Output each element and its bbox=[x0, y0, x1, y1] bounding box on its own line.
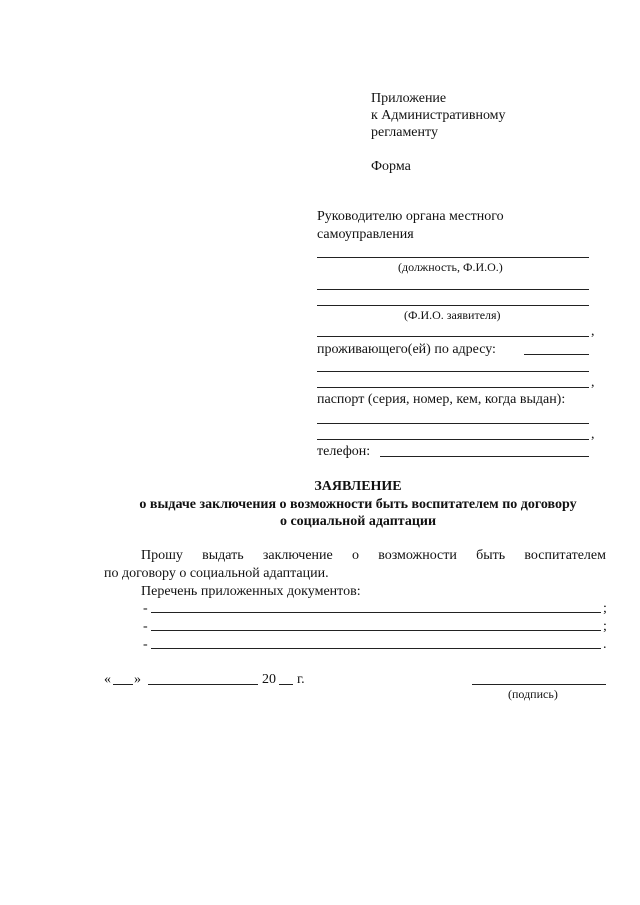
request-word: быть bbox=[476, 548, 506, 563]
signature-caption: (подпись) bbox=[508, 687, 558, 701]
date-month-blank[interactable] bbox=[148, 684, 258, 685]
request-word: возможности bbox=[378, 548, 457, 563]
phone-blank[interactable] bbox=[380, 456, 589, 457]
position-caption: (должность, Ф.И.О.) bbox=[398, 260, 503, 274]
attachment-semicolon-2: ; bbox=[603, 619, 607, 634]
request-line-2: по договору о социальной адаптации. bbox=[104, 566, 329, 581]
request-line-1 bbox=[141, 547, 606, 564]
passport-comma: , bbox=[591, 427, 595, 442]
request-word: Прошу bbox=[141, 548, 183, 563]
passport-blank-1[interactable] bbox=[317, 423, 589, 424]
applicant-blank-1[interactable] bbox=[317, 289, 589, 290]
appendix-line-2: к Административному bbox=[371, 108, 506, 123]
residence-blank-inline[interactable] bbox=[524, 354, 589, 355]
appendix-line-3: регламенту bbox=[371, 125, 438, 140]
attachment-blank-3[interactable] bbox=[151, 648, 601, 649]
residence-blank-1[interactable] bbox=[317, 371, 589, 372]
attachment-period: . bbox=[603, 637, 607, 652]
form-label: Форма bbox=[371, 159, 411, 174]
attachment-dash-2: - bbox=[143, 619, 148, 634]
date-day-blank[interactable] bbox=[113, 684, 133, 685]
attachment-blank-1[interactable] bbox=[151, 612, 601, 613]
document-subtitle-1: о выдаче заключения о возможности быть воспитателем по договору bbox=[139, 497, 577, 512]
request-word: выдать bbox=[202, 548, 244, 563]
attachment-dash-3: - bbox=[143, 637, 148, 652]
request-word: о bbox=[351, 548, 359, 563]
residence-blank-2[interactable] bbox=[317, 387, 589, 388]
applicant-blank-2[interactable] bbox=[317, 305, 589, 306]
request-word: заключение bbox=[262, 548, 333, 563]
passport-blank-2[interactable] bbox=[317, 439, 589, 440]
position-blank[interactable] bbox=[317, 257, 589, 258]
phone-label: телефон: bbox=[317, 444, 371, 459]
date-year-prefix: 20 bbox=[262, 672, 276, 687]
document-subtitle-2: о социальной адаптации bbox=[279, 514, 437, 529]
residence-comma: , bbox=[591, 375, 595, 390]
applicant-caption: (Ф.И.О. заявителя) bbox=[404, 308, 501, 322]
appendix-line-1: Приложение bbox=[371, 91, 447, 106]
document-title: ЗАЯВЛЕНИЕ bbox=[314, 479, 402, 494]
attachment-dash-1: - bbox=[143, 601, 148, 616]
applicant-blank-3[interactable] bbox=[317, 336, 589, 337]
passport-label: паспорт (серия, номер, кем, когда выдан): bbox=[317, 392, 566, 407]
residence-label: проживающего(ей) по адресу: bbox=[317, 342, 496, 357]
date-year-blank[interactable] bbox=[279, 684, 293, 685]
attachment-semicolon-1: ; bbox=[603, 601, 607, 616]
addressee-line-1: Руководителю органа местного bbox=[317, 209, 504, 224]
attachments-label: Перечень приложенных документов: bbox=[141, 584, 361, 599]
attachment-blank-2[interactable] bbox=[151, 630, 601, 631]
request-word: воспитателем bbox=[524, 548, 606, 563]
date-quote-close: » bbox=[134, 672, 141, 687]
addressee-line-2: самоуправления bbox=[317, 227, 414, 242]
signature-blank[interactable] bbox=[472, 684, 606, 685]
date-year-suffix: г. bbox=[297, 672, 305, 687]
date-quote-open: « bbox=[104, 672, 111, 687]
applicant-comma: , bbox=[591, 324, 595, 339]
